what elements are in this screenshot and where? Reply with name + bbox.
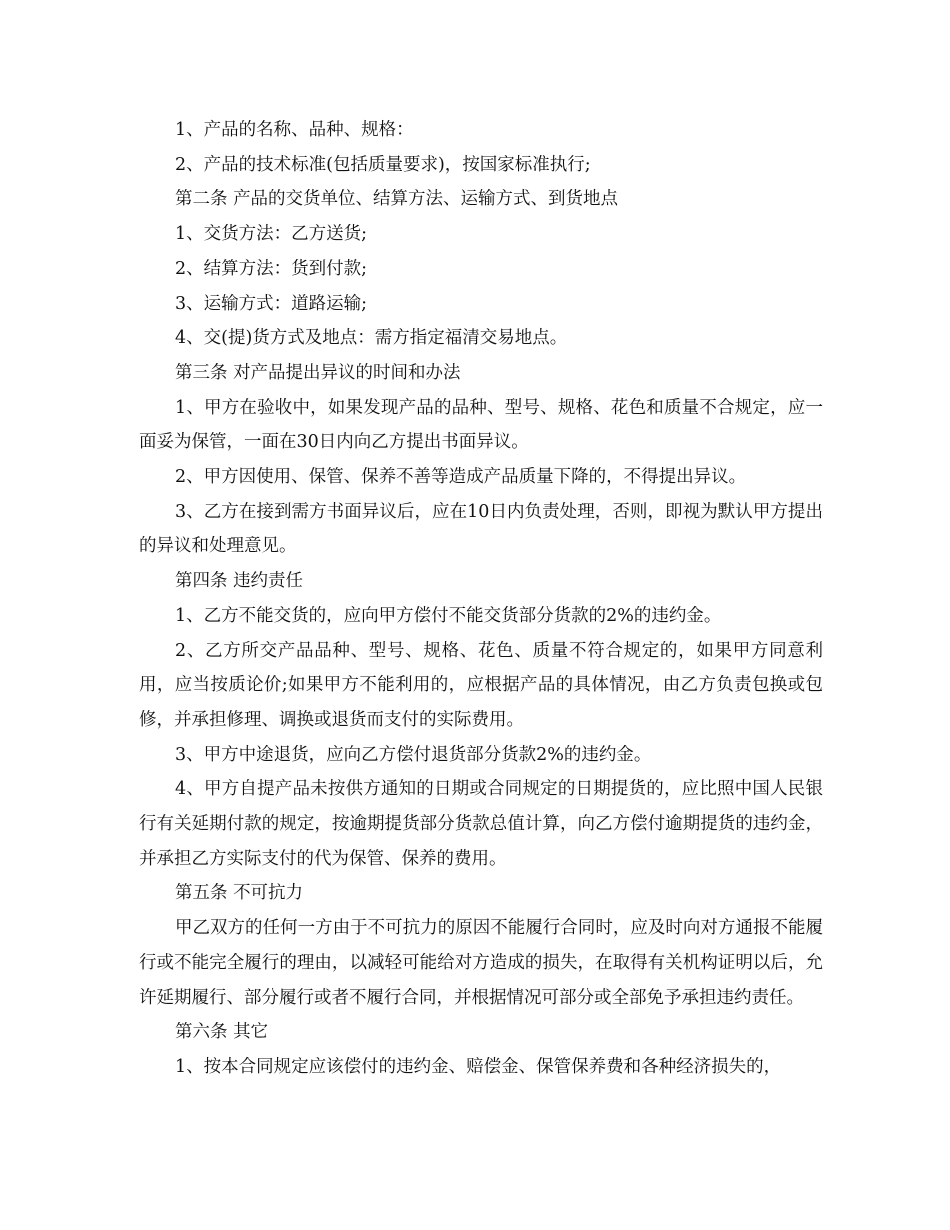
- article-heading-4: 第四条 违约责任: [175, 571, 304, 592]
- clause-item-nonconforming-goods: 2、乙方所交产品品种、型号、规格、花色、质量不符合规定的，如果甲方同意利用，应当按质论价;如果甲方不能利用的，应根据产品的具体情况，由乙方负责包换或包修，并承担修理、调换或退货而支付的实际费用。: [139, 640, 823, 730]
- clause-item-delivery-location: 4、交(提)货方式及地点：需方指定福清交易地点。: [175, 328, 568, 349]
- clause-item-force-majeure: 甲乙双方的任何一方由于不可抗力的原因不能履行合同时，应及时向对方通报不能履行或不能完全履行的理由，以减轻可能给对方造成的损失，在取得有关机构证明以后，允许延期履行、部分履行或者不履行合同，并根据情况可部分或全部免予承担违约责任。: [139, 918, 823, 1008]
- article-heading-5: 第五条 不可抗力: [175, 883, 304, 904]
- article-heading-2: 第二条 产品的交货单位、结算方法、运输方式、到货地点: [175, 189, 619, 210]
- article-heading-6: 第六条 其它: [175, 1022, 269, 1043]
- clause-item-settlement-method: 2、结算方法：货到付款;: [175, 258, 368, 279]
- clause-item-failure-to-deliver: 1、乙方不能交货的，应向甲方偿付不能交货部分货款的2%的违约金。: [175, 605, 722, 626]
- clause-item-late-pickup: 4、甲方自提产品未按供方通知的日期或合同规定的日期提货的，应比照中国人民银行有关延期付款的规定，按逾期提货部分货款总值计算，向乙方偿付逾期提货的违约金，并承担乙方实际支付的代为保管、保养的费用。: [139, 779, 823, 869]
- clause-item-delivery-method: 1、交货方法：乙方送货;: [175, 224, 368, 245]
- clause-item-midway-return: 3、甲方中途退货，应向乙方偿付退货部分货款2%的违约金。: [175, 744, 652, 765]
- contract-body: [139, 113, 823, 1085]
- clause-item-objection-handling: 3、乙方在接到需方书面异议后，应在10日内负责处理，否则，即视为默认甲方提出的异议和处理意见。: [139, 501, 823, 557]
- clause-item-technical-standard: 2、产品的技术标准(包括质量要求)，按国家标准执行;: [175, 154, 591, 175]
- clause-item-transport-method: 3、运输方式：道路运输;: [175, 293, 368, 314]
- clause-item-improper-use: 2、甲方因使用、保管、保养不善等造成产品质量下降的，不得提出异议。: [175, 467, 747, 488]
- clause-item-payment-of-penalties: 1、按本合同规定应该偿付的违约金、赔偿金、保管保养费和各种经济损失的，: [175, 1056, 782, 1077]
- clause-item-product-name: 1、产品的名称、品种、规格：: [175, 120, 414, 140]
- clause-item-inspection-objection: 1、甲方在验收中，如果发现产品的品种、型号、规格、花色和质量不合规定，应一面妥为保管，一面在30日内向乙方提出书面异议。: [139, 397, 823, 453]
- article-heading-3: 第三条 对产品提出异议的时间和办法: [175, 362, 461, 383]
